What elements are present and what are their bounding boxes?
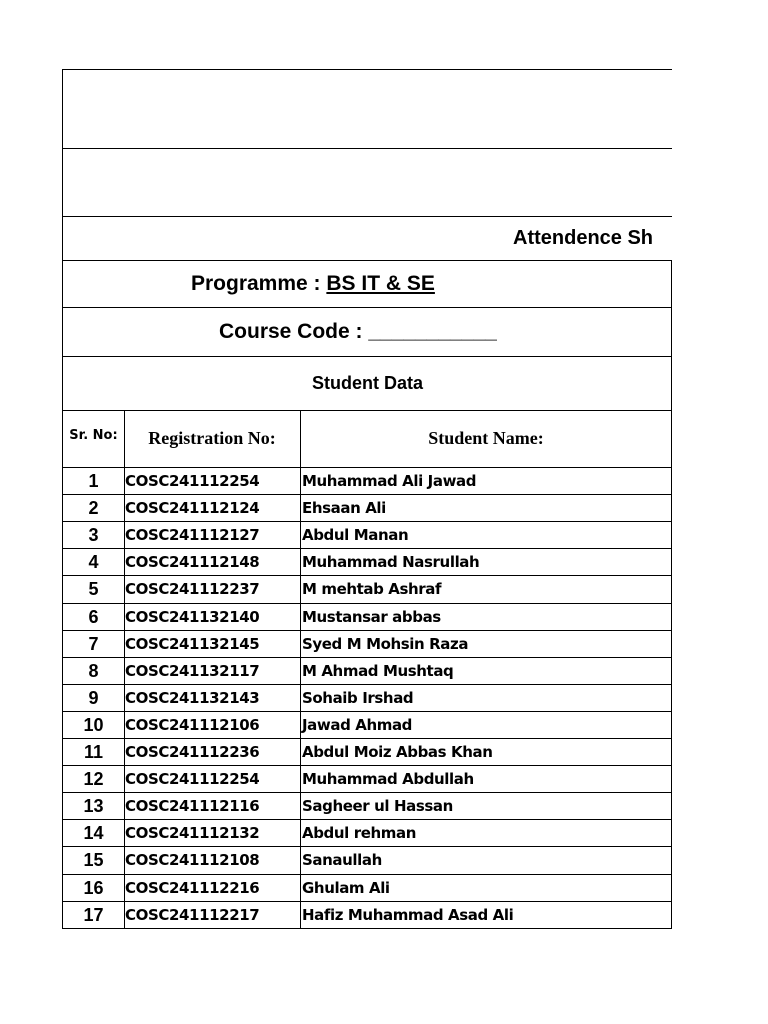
registration-no-cell: COSC241112148 — [125, 553, 260, 571]
course-code-field: Course Code : ___________ — [219, 320, 497, 343]
table-row — [63, 494, 672, 521]
registration-no-cell: COSC241132140 — [125, 608, 260, 626]
sr-no-cell: 11 — [83, 742, 104, 762]
table-row — [63, 765, 672, 792]
header-sr-no: Sr. No: — [69, 428, 118, 443]
blank-header-row-2 — [63, 148, 672, 216]
registration-no-cell: COSC241132145 — [125, 635, 260, 653]
programme-field — [191, 272, 435, 296]
student-name-cell: Hafiz Muhammad Asad Ali — [302, 906, 514, 924]
registration-no-cell: COSC241112236 — [125, 743, 260, 761]
student-name-cell: Sanaullah — [302, 851, 382, 869]
student-name-cell: Syed M Mohsin Raza — [302, 635, 469, 653]
sr-no-cell: 10 — [83, 715, 104, 735]
table-row — [63, 846, 672, 874]
student-name-cell: Ehsaan Ali — [302, 499, 386, 517]
table-row — [63, 603, 672, 630]
sr-no-cell: 15 — [83, 850, 104, 870]
table-row — [63, 657, 672, 684]
registration-no-cell: COSC241112216 — [125, 879, 260, 897]
registration-no-cell: COSC241112132 — [125, 824, 260, 842]
sheet-title: Attendence Sh — [513, 227, 654, 249]
section-title-row — [63, 356, 672, 410]
sr-no-cell: 16 — [83, 878, 104, 898]
sr-no-cell: 1 — [88, 471, 99, 491]
table-row — [63, 792, 672, 819]
registration-no-cell: COSC241112106 — [125, 716, 260, 734]
student-name-cell: Muhammad Abdullah — [302, 770, 474, 788]
registration-no-cell: COSC241112217 — [125, 906, 260, 924]
student-name-cell: Muhammad Nasrullah — [302, 553, 480, 571]
sr-no-cell: 9 — [88, 688, 99, 708]
sr-no-cell: 5 — [88, 579, 99, 599]
student-name-cell: Muhammad Ali Jawad — [302, 472, 477, 490]
registration-no-cell: COSC241132117 — [125, 662, 260, 680]
registration-no-cell: COSC241112127 — [125, 526, 260, 544]
title-row — [63, 216, 672, 260]
student-name-cell: Abdul rehman — [302, 824, 417, 842]
registration-no-cell: COSC241112116 — [125, 797, 260, 815]
table-row — [63, 630, 672, 657]
sr-no-cell: 6 — [88, 607, 99, 627]
sr-no-cell: 12 — [83, 769, 104, 789]
table-row — [63, 819, 672, 846]
course-code-row — [63, 307, 672, 356]
table-row — [63, 548, 672, 575]
student-name-cell: Sagheer ul Hassan — [302, 797, 453, 815]
section-title: Student Data — [311, 373, 423, 393]
sr-no-cell: 7 — [88, 634, 99, 654]
table-row — [63, 684, 672, 711]
table-row — [63, 901, 672, 929]
table-row — [63, 575, 672, 603]
programme-label: Programme : — [191, 272, 327, 295]
table-row — [63, 874, 672, 901]
registration-no-cell: COSC241132143 — [125, 689, 260, 707]
table-header-row — [63, 410, 672, 467]
registration-no-cell: COSC241112237 — [125, 580, 260, 598]
student-name-cell: Ghulam Ali — [302, 879, 390, 897]
sr-no-cell: 4 — [88, 552, 99, 572]
header-registration-no: Registration No: — [148, 428, 276, 448]
student-name-cell: Mustansar abbas — [302, 608, 441, 626]
attendance-sheet — [62, 69, 672, 929]
table-row — [63, 521, 672, 548]
registration-no-cell: COSC241112254 — [125, 472, 260, 490]
table-row — [63, 467, 672, 494]
student-name-cell: Abdul Manan — [302, 526, 409, 544]
programme-row — [63, 260, 672, 307]
table-row — [63, 711, 672, 738]
blank-header-row-1 — [63, 69, 672, 148]
student-name-cell: M mehtab Ashraf — [302, 580, 442, 598]
student-name-cell: Jawad Ahmad — [302, 716, 413, 734]
header-student-name: Student Name: — [428, 428, 544, 448]
sr-no-cell: 17 — [83, 905, 104, 925]
sr-no-cell: 2 — [88, 498, 99, 518]
student-name-cell: Sohaib Irshad — [302, 689, 414, 707]
sr-no-cell: 14 — [83, 823, 104, 843]
registration-no-cell: COSC241112124 — [125, 499, 260, 517]
student-name-cell: M Ahmad Mushtaq — [302, 662, 454, 680]
table-row — [63, 738, 672, 765]
sr-no-cell: 3 — [88, 525, 99, 545]
programme-value: BS IT & SE — [326, 272, 435, 295]
sr-no-cell: 8 — [88, 661, 99, 681]
sr-no-cell: 13 — [83, 796, 104, 816]
registration-no-cell: COSC241112108 — [125, 851, 260, 869]
student-name-cell: Abdul Moiz Abbas Khan — [302, 743, 493, 761]
registration-no-cell: COSC241112254 — [125, 770, 260, 788]
